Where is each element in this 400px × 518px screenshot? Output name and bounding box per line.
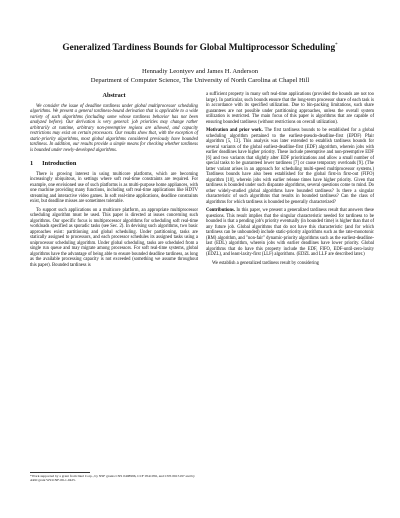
right-column	[206, 92, 374, 269]
motivation-text: The first tardiness bounds to be established for a global scheduling algorithm pertained to the earliest-pseudo-deadline-first (EPDF) Pfair algorithm [5, 13]. This analysis was later extended to establish tardiness bounds for several variants of the global earliest-deadline-first (EDF) algorithm, wherein jobs with earlier deadlines have higher priority. These include preemptive and non-preemptive EDF [6] and two variants that slightly alter EDF prioritizations and allow a small number of special tasks to be guaranteed lower tardiness [7] or cause temporary overloads [9]. (The latter variant arises in an approach for scheduling multi-speed multiprocessor systems.) Tardiness bounds have also been established for the global first-in first-out (FIFO) algorithm [10], wherein jobs with earlier release times have higher priority. Given that tardiness is bounded under such disparate algorithms, several questions come to mind. Do other widely-studied global algorithms have bounded tardiness? Is there a singular characteristic of such algorithms that results in bounded tardiness? Can the class of algorithms for which tardiness is bounded be generally characterized?	[206, 128, 375, 205]
paper-title	[0, 40, 400, 54]
section-heading	[30, 161, 198, 167]
footnote: *Work supported by a grant from Intel Corp., by NSF grants CNS 0408996, CCF 0541056, and CNS 0615197 and by ARO grant W911NF-06-1-0425.	[30, 474, 195, 483]
title-footnote-mark: *	[335, 43, 338, 48]
run-in-heading: Motivation and prior work.	[206, 128, 263, 134]
affiliation: Department of Computer Science, The University of North Carolina at Chapel Hill	[90, 76, 310, 84]
abstract-heading: Abstract	[102, 92, 126, 99]
body-paragraph: To support such applications on a multicore platform, an appropriate multiprocessor scheduling algorithm must be used. This paper is directed at issues concerning such algorithms. Our specific focus is multiprocessor algorithms for scheduling soft real-time workloads specified as sporadic tasks (see Sec. 2). In devising such algorithms, two basic approaches exist: partitioning and global scheduling. Under partitioning, tasks are statically assigned to processors, and each processor schedules its assigned tasks using a uniprocessor scheduling algorithm. Under global scheduling, tasks are scheduled from a single run queue and may migrate among processors. For soft real-time systems, global algorithms have the advantage of being able to ensure bounded deadline tardiness, as long as the available processing capacity is not exceeded (something we assume throughout this paper). Bounded tardiness is	[30, 207, 198, 268]
title-text: Generalized Tardiness Bounds for Global Multiprocessor Scheduling	[62, 43, 336, 54]
contributions-paragraph	[206, 208, 374, 258]
section-number: 1	[30, 160, 34, 168]
contributions-text: In this paper, we present a generalized tardiness result that answers these questions. This result implies that the singular characteristic needed for tardiness to be bounded is that a pending job's priority eventually (in bounded time) is higher than that of any future job. Global algorithms that do not have this characteristic (and for which tardiness can be unbounded) include static-priority algorithms such as the rate-monotonic (RM) algorithm, and "non-fair" dynamic-priority algorithms such as the earliest-deadline-last (EDL) algorithm, wherein jobs with earlier deadlines have lower priority. Global algorithms that do have this property include the EDF, FIFO, EDF-until-zero-laxity (EDZL), and least-laxity-first (LLF) algorithms. (EDZL and LLF are described later.)	[206, 208, 374, 258]
author-block	[0, 68, 400, 85]
abstract-text: We consider the issue of deadline tardiness under global multiprocessor scheduling algorithms. We present a general tardiness-bound derivation that is applicable to a wide variety of such algorithms (including some whose tardiness behavior has not been analyzed before). Our derivation is very general: job priorities may change rather arbitrarily at runtime, arbitrary non-preemptive regions are allowed, and capacity restrictions may exist on certain processors. Our results show that, with the exception of static-priority algorithms, most global algorithms considered previously have bounded tardiness. In addition, our results provide a simple means for checking whether tardiness is bounded under newly-developed algorithms.	[30, 103, 198, 153]
motivation-paragraph	[206, 128, 374, 205]
left-column	[30, 93, 198, 271]
run-in-heading: Contributions.	[206, 208, 236, 214]
author-names: Hennadiy Leontyev and James H. Anderson	[141, 68, 259, 75]
body-paragraph: a sufficient property in many soft real-time applications (provided the bounds are not too large). In particular, such bounds ensure that the long-term processor share of each task is in accordance with its specified utilization. Due to bin-packing limitations, such share guarantees are not possible under partitioning approaches, unless the overall system utilization is restricted. The main focus of this paper is algorithms that are capable of ensuring bounded tardiness (without restrictions on overall utilization).	[206, 92, 374, 125]
section-title: Introduction	[42, 160, 77, 168]
body-paragraph: There is growing interest in using multicore platforms, which are becoming increasingly ubiquitous, in settings where soft real-time constraints are required. For example, one envisioned use of such platforms is as multi-purpose home appliances, with one machine providing many functions, including soft real-time applications like HDTV streaming and interactive video games. In soft real-time applications, deadline constraints exist, but deadline misses are sometimes tolerable.	[30, 171, 198, 205]
footnote-rule	[30, 472, 90, 473]
body-paragraph: We establish a generalized tardiness result by considering	[212, 260, 319, 266]
abstract-section	[30, 93, 198, 153]
